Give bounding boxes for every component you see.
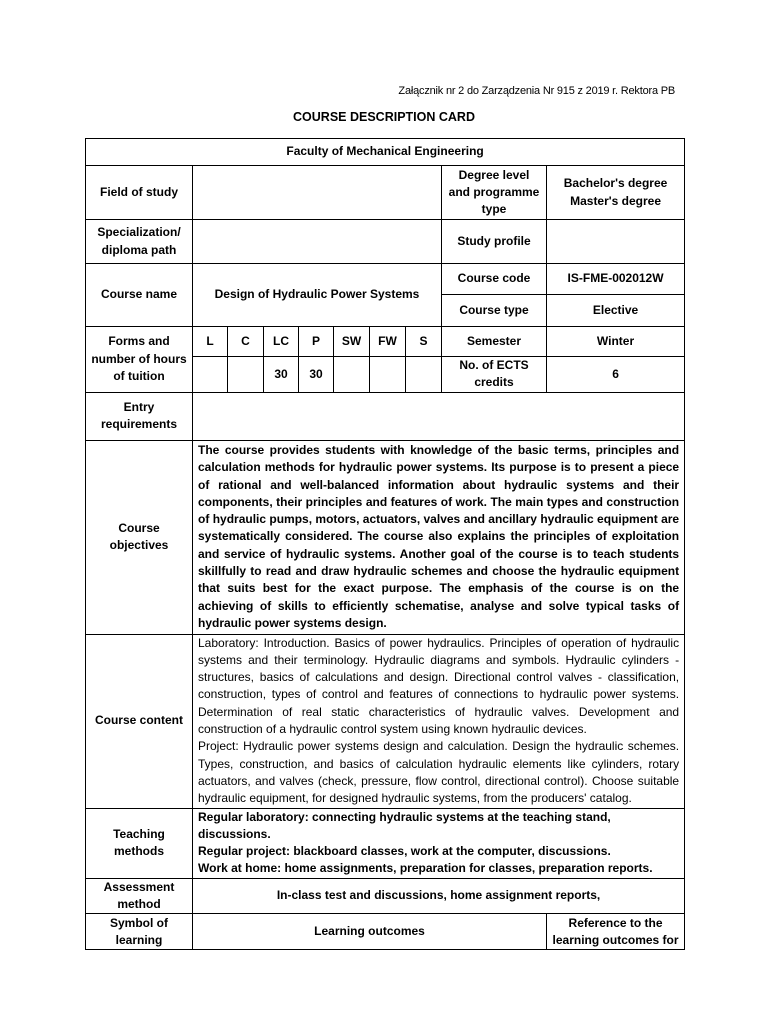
objectives-text: The course provides students with knowledge of the basic terms, principles and calculation methods for hydraulic power systems. Its purpose is to present a piece of rational and well-balanced information about hydraulic systems and their components, their principles and features of work. The main types and construction of hydraulic pumps, motors, actuators, valves and ancillary hydraulic equipment are systematically considered. The course also explains the principles of exploitation and service of hydraulic systems. Another goal of the course is to teach students skillfully to read and draw hydraulic schemes and choose the hydraulic equipment that suits best for the exact purpose. The emphasis of the course is on the achieving of skills to efficiently schematise, analyse and solve typical tasks of hydraulic power systems design.	[193, 440, 685, 634]
content-laboratory: Laboratory: Introduction. Basics of power hydraulics. Principles of operation of hydraulic systems and their terminology. Hydraulic diagrams and symbols. Hydraulic cylinders - structures, basics of calculations and design. Directional control valves - classification, construction, types of control and features of connections to hydraulic power systems. Determination of real static characteristics of hydraulic valves. Development and construction of a hydraulic control system using known hydraulic devices.	[198, 635, 680, 737]
hours-header-s: S	[406, 327, 442, 357]
content-project: Project: Hydraulic power systems design and calculation. Design the hydraulic schemes. Types, construction, and basics of calculation hydraulic elements like cylinders, rotary actuators, and valves (check, pressure, flow control, directional control). Choose suitable hydraulic equipment, for designed hydraulic systems, from the producers' catalog.	[198, 739, 680, 806]
ects-value: 6	[547, 357, 685, 393]
field-of-study-label: Field of study	[86, 166, 193, 220]
teaching-line-2: Regular project: blackboard classes, work at the computer, discussions.	[198, 844, 611, 859]
entry-requirements-value	[193, 392, 685, 440]
course-name-label: Course name	[86, 264, 193, 327]
degree-label: Degree level and programme type	[442, 166, 547, 220]
hours-value-l	[193, 357, 228, 393]
hours-value-lc: 30	[264, 357, 299, 393]
outcomes-header-row	[86, 914, 685, 950]
hours-value-fw	[370, 357, 406, 393]
teaching-text	[193, 808, 685, 878]
hours-label: Forms and number of hours of tuition	[86, 327, 193, 393]
hours-header-row	[86, 327, 685, 357]
hours-header-p: P	[299, 327, 334, 357]
hours-value-c	[228, 357, 264, 393]
assessment-value: In-class test and discussions, home assignment reports,	[193, 878, 685, 914]
specialization-row	[86, 220, 685, 264]
hours-value-s	[406, 357, 442, 393]
course-name-row	[86, 264, 685, 295]
course-code-value: IS-FME-002012W	[547, 264, 685, 295]
study-profile-value	[547, 220, 685, 264]
outcomes-symbol-header: Symbol of learning	[86, 914, 193, 950]
assessment-label: Assessment method	[86, 878, 193, 914]
entry-requirements-row	[86, 392, 685, 440]
course-type-value: Elective	[547, 295, 685, 327]
hours-header-l: L	[193, 327, 228, 357]
hours-value-sw	[334, 357, 370, 393]
field-of-study-row	[86, 166, 685, 220]
outcomes-reference-header: Reference to the learning outcomes for	[547, 914, 685, 950]
teaching-line-3: Work at home: home assignments, preparation for classes, preparation reports.	[198, 861, 653, 876]
course-description-table	[85, 138, 685, 950]
assessment-row	[86, 878, 685, 914]
document-title: COURSE DESCRIPTION CARD	[293, 110, 475, 124]
hours-header-sw: SW	[334, 327, 370, 357]
course-name-value: Design of Hydraulic Power Systems	[193, 264, 442, 327]
ects-label: No. of ECTS credits	[442, 357, 547, 393]
content-label: Course content	[86, 634, 193, 808]
teaching-label: Teaching methods	[86, 808, 193, 878]
degree-values	[547, 166, 685, 220]
hours-header-fw: FW	[370, 327, 406, 357]
teaching-line-1: Regular laboratory: connecting hydraulic systems at the teaching stand, discussions.	[198, 809, 611, 841]
course-type-label: Course type	[442, 295, 547, 327]
teaching-row	[86, 808, 685, 878]
content-row	[86, 634, 685, 808]
faculty-row	[86, 139, 685, 166]
specialization-value	[193, 220, 442, 264]
hours-header-lc: LC	[264, 327, 299, 357]
objectives-label: Course objectives	[86, 440, 193, 634]
hours-header-c: C	[228, 327, 264, 357]
outcomes-header: Learning outcomes	[193, 914, 547, 950]
field-of-study-value	[193, 166, 442, 220]
specialization-label: Specialization/ diploma path	[86, 220, 193, 264]
semester-value: Winter	[547, 327, 685, 357]
degree-master: Master's degree	[570, 193, 661, 208]
entry-requirements-label: Entry requirements	[86, 392, 193, 440]
content-text	[193, 634, 685, 808]
annex-reference: Załącznik nr 2 do Zarządzenia Nr 915 z 2019 r. Rektora PB	[398, 85, 675, 97]
hours-value-p: 30	[299, 357, 334, 393]
study-profile-label: Study profile	[442, 220, 547, 264]
course-code-label: Course code	[442, 264, 547, 295]
semester-label: Semester	[442, 327, 547, 357]
faculty-name: Faculty of Mechanical Engineering	[86, 139, 685, 166]
objectives-row	[86, 440, 685, 634]
degree-bachelor: Bachelor's degree	[563, 176, 668, 191]
